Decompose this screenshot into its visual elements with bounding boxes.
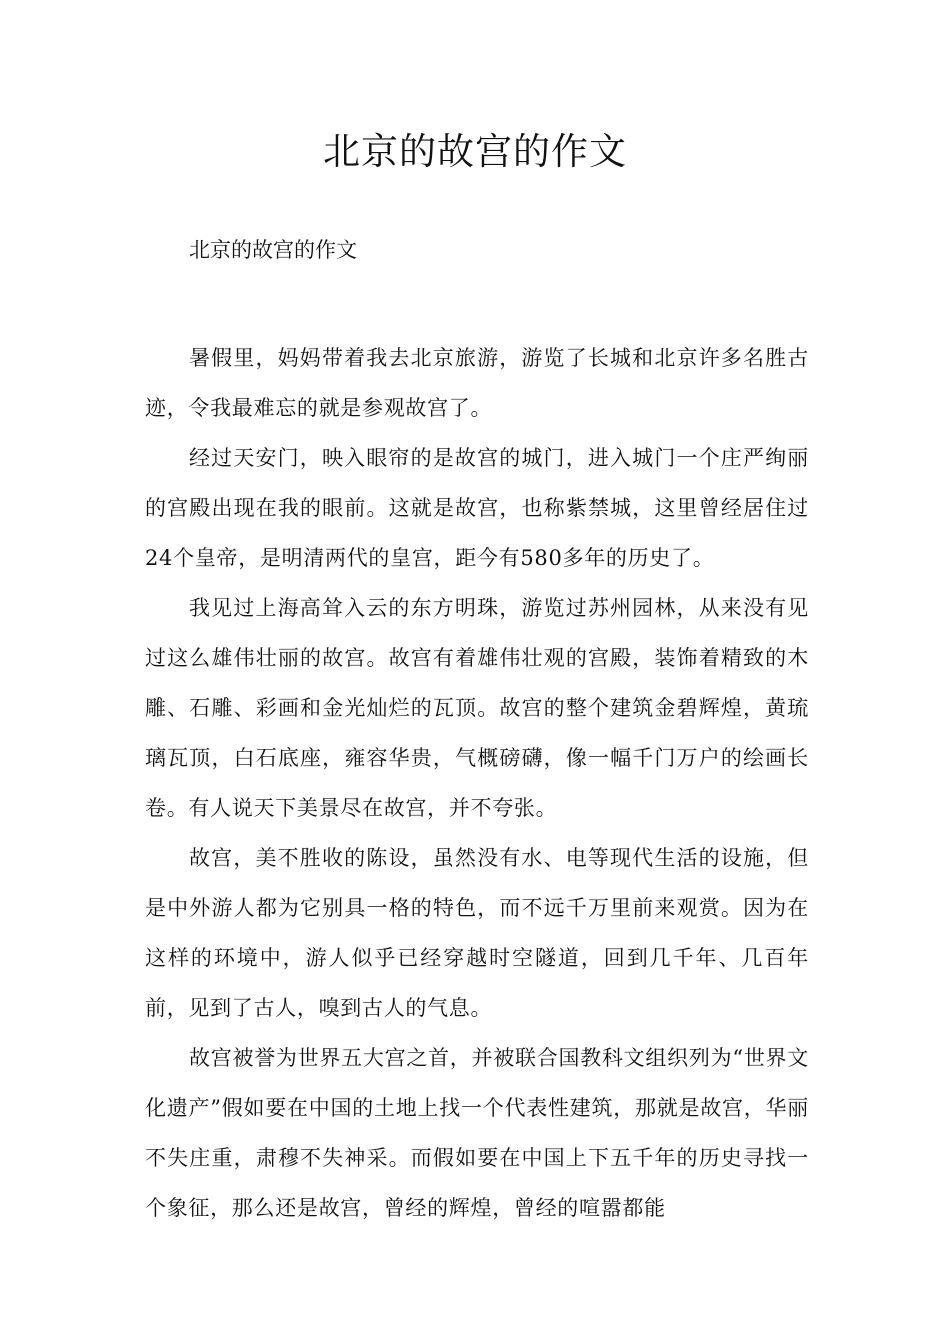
paragraph: 暑假里，妈妈带着我去北京旅游，游览了长城和北京许多名胜古迹，令我最难忘的就是参观故宫了。 — [145, 346, 809, 420]
document-subtitle: 北京的故宫的作文 — [189, 238, 357, 262]
document-title: 北京的故宫的作文 — [323, 130, 627, 173]
paragraph: 故宫，美不胜收的陈设，虽然没有水、电等现代生活的设施，但是中外游人都为它别具一格的特色，而不远千万里前来观赏。因为在这样的环境中，游人似乎已经穿越时空隧道，回到几千年、几百年前，见到了古人，嗅到古人的气息。 — [145, 846, 809, 1020]
document-body — [145, 333, 809, 1233]
paragraph: 经过天安门，映入眼帘的是故宫的城门，进入城门一个庄严绚丽的宫殿出现在我的眼前。这就是故宫，也称紫禁城，这里曾经居住过24个皇帝，是明清两代的皇宫，距今有580多年的历史了。 — [145, 446, 809, 570]
paragraph: 故宫被誉为世界五大宫之首，并被联合国教科文组织列为“世界文化遗产”假如要在中国的土地上找一个代表性建筑，那就是故宫，华丽不失庄重，肃穆不失神采。而假如要在中国上下五千年的历史寻找一个象征，那么还是故宫，曾经的辉煌，曾经的喧嚣都能 — [145, 1046, 809, 1220]
paragraph: 我见过上海高耸入云的东方明珠，游览过苏州园林，从来没有见过这么雄伟壮丽的故宫。故宫有着雄伟壮观的宫殿，装饰着精致的木雕、石雕、彩画和金光灿烂的瓦顶。故宫的整个建筑金碧辉煌，黄琉璃瓦顶，白石底座，雍容华贵，气概磅礴，像一幅千门万户的绘画长卷。有人说天下美景尽在故宫，并不夸张。 — [145, 596, 809, 820]
